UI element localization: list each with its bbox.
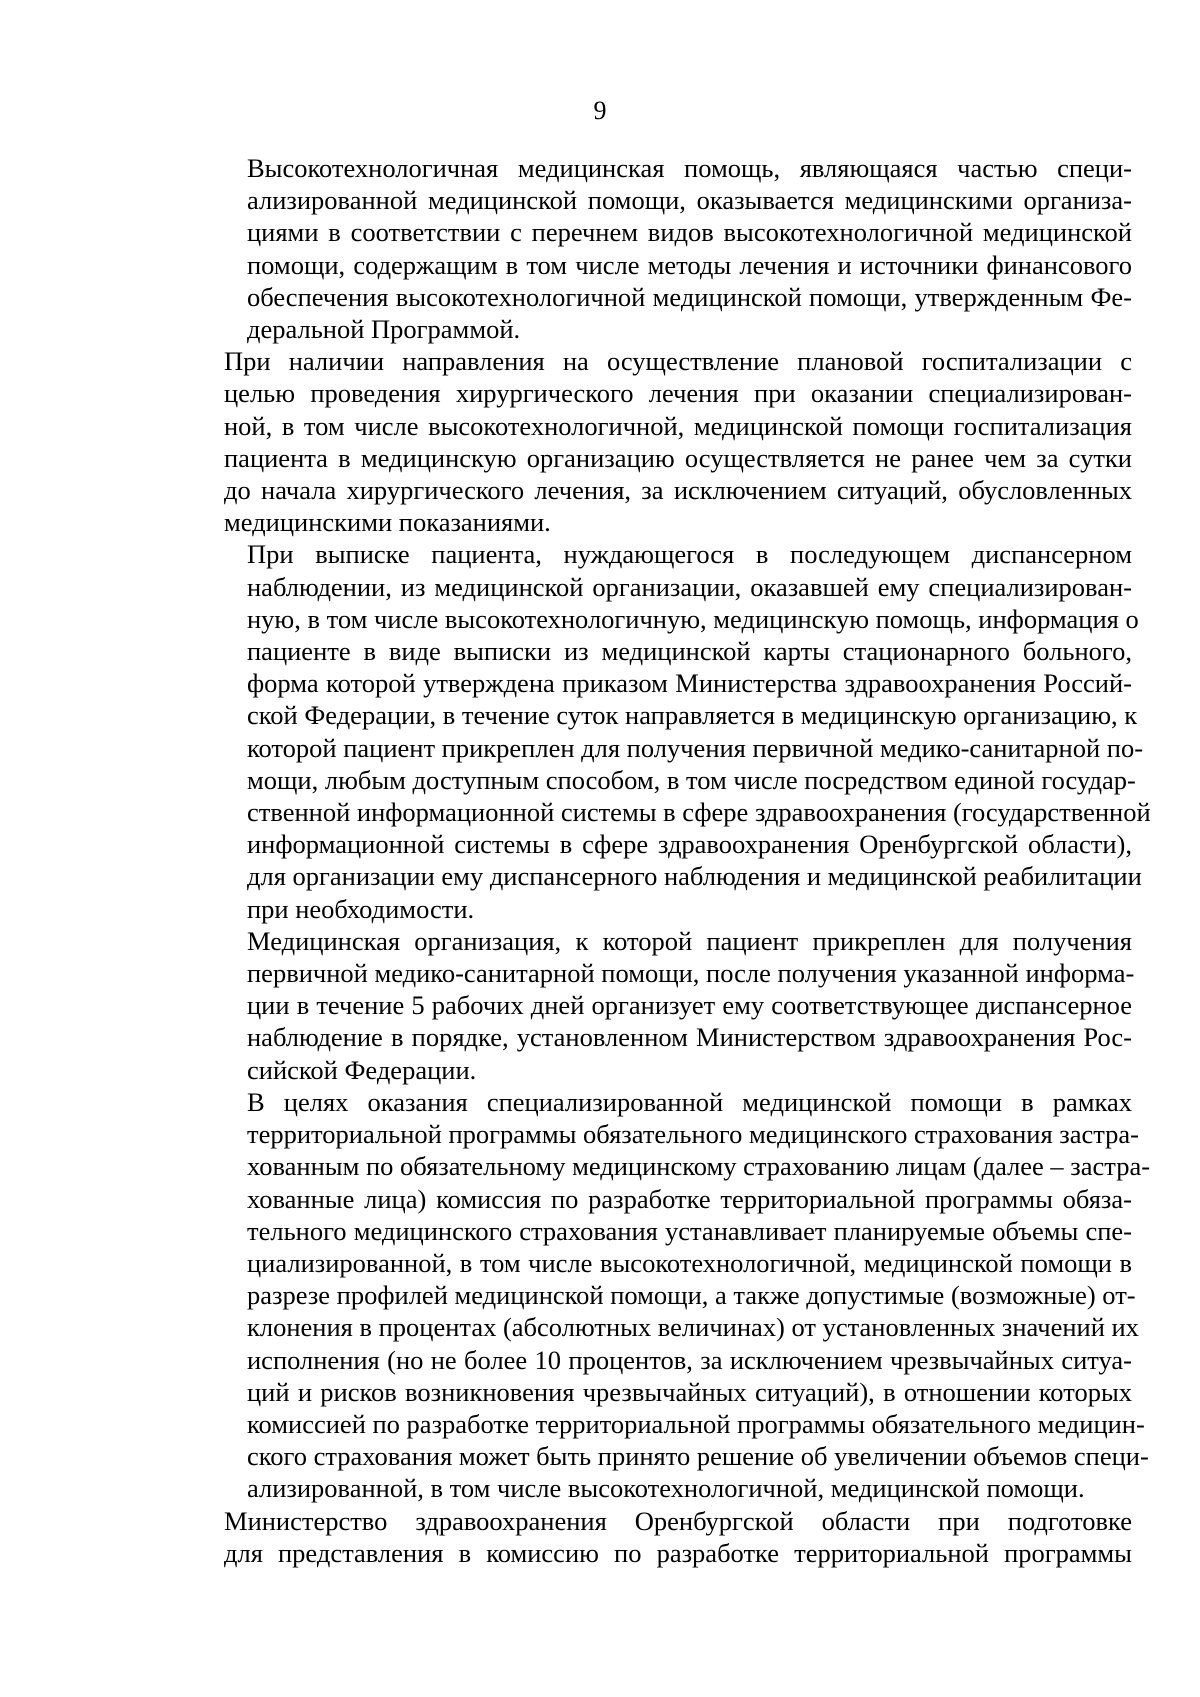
text-line: тельного медицинского страхования устанавливает планируемые объемы спе- (247, 1215, 1132, 1246)
text-line: наблюдение в порядке, установленном Министерством здравоохранения Рос- (247, 1022, 1132, 1053)
text-line: При выписке пациента, нуждающегося в последующем диспансерном (247, 539, 1132, 570)
text-line: пациенте в виде выписки из медицинской карты стационарного больного, (247, 636, 1132, 667)
text-line: комиссией по разработке территориальной программы обязательного медицин- (247, 1408, 1145, 1439)
text-line: В целях оказания специализированной медицинской помощи в рамках (247, 1086, 1132, 1117)
text-line: мощи, любым доступным способом, в том числе посредством единой государ- (247, 764, 1136, 795)
text-line: ского страхования может быть принято решение об увеличении объемов специ- (247, 1441, 1149, 1472)
text-line: ализированной, в том числе высокотехнологичной, медицинской помощи. (247, 1473, 1085, 1504)
text-line: хованные лица) комиссия по разработке территориальной программы обяза- (247, 1183, 1132, 1214)
page-number: 9 (593, 96, 607, 125)
text-line: разрезе профилей медицинской помощи, а также допустимые (возможные) от- (247, 1280, 1136, 1311)
paragraph (172, 1505, 1132, 1569)
text-line: наблюдении, из медицинской организации, оказавшей ему специализирован- (247, 571, 1132, 602)
text-line: клонения в процентах (абсолютных величинах) от установленных значений их (247, 1312, 1139, 1343)
text-line: медицинскими показаниями. (224, 507, 551, 538)
paragraph (172, 345, 1132, 538)
text-line: до начала хирургического лечения, за исключением ситуаций, обусловленных (224, 475, 1132, 506)
text-line: ализированной медицинской помощи, оказывается медицинскими организа- (247, 185, 1132, 216)
paragraph (172, 925, 1135, 1086)
text-line: ной, в том числе высокотехнологичной, медицинской помощи госпитализация (224, 410, 1132, 441)
text-line: ций и рисков возникновения чрезвычайных ситуаций), в отношении которых (247, 1376, 1132, 1407)
paragraph (172, 1086, 1151, 1505)
text-line: информационной системы в сфере здравоохранения Оренбургской области), (247, 829, 1132, 860)
paragraph (172, 152, 1132, 345)
text-line: сийской Федерации. (247, 1054, 477, 1085)
text-line: обеспечения высокотехнологичной медицинской помощи, утвержденным Фе- (247, 281, 1132, 312)
text-line: ции в течение 5 рабочих дней организует ему соответствующее диспансерное (247, 990, 1132, 1021)
text-line: для представления в комиссию по разработке территориальной программы (224, 1537, 1132, 1568)
text-line: Медицинская организация, к которой пациент прикреплен для получения (247, 925, 1132, 956)
text-line: деральной Программой. (247, 314, 521, 345)
text-line: первичной медико-санитарной помощи, после получения указанной информа- (247, 958, 1135, 989)
text-line: целью проведения хирургического лечения при оказании специализирован- (224, 378, 1132, 409)
text-line: Высокотехнологичная медицинская помощь, являющаяся частью специ- (247, 153, 1132, 183)
text-line: циализированной, в том числе высокотехнологичной, медицинской помощи в (247, 1247, 1132, 1278)
text-line: Министерство здравоохранения Оренбургской области при подготовке (224, 1505, 1132, 1536)
text-line: которой пациент прикреплен для получения первичной медико-санитарной по- (247, 732, 1144, 763)
text-line: циями в соответствии с перечнем видов высокотехнологичной медицинской (247, 217, 1132, 248)
text-line: ную, в том числе высокотехнологичную, медицинскую помощь, информация о (247, 603, 1139, 634)
text-line: ственной информационной системы в сфере здравоохранения (государственной (247, 797, 1151, 828)
text-line: помощи, содержащим в том числе методы лечения и источники финансового (247, 249, 1132, 280)
text-line: хованным по обязательному медицинскому страхованию лицам (далее – застра- (247, 1151, 1151, 1182)
text-line: территориальной программы обязательного медицинского страхования застра- (247, 1119, 1140, 1150)
text-line: форма которой утверждена приказом Министерства здравоохранения Россий- (247, 668, 1132, 699)
text-line: исполнения (но не более 10 процентов, за исключением чрезвычайных ситуа- (247, 1344, 1132, 1375)
text-line: ской Федерации, в течение суток направляется в медицинскую организацию, к (247, 700, 1138, 731)
text-line: при необходимости. (247, 893, 475, 924)
text-line: пациента в медицинскую организацию осуществляется не ранее чем за сутки (224, 442, 1132, 473)
document-body (172, 152, 1151, 1569)
text-line: При наличии направления на осуществление плановой госпитализации с (224, 346, 1132, 377)
paragraph (172, 538, 1151, 924)
text-line: для организации ему диспансерного наблюдения и медицинской реабилитации (247, 861, 1142, 892)
